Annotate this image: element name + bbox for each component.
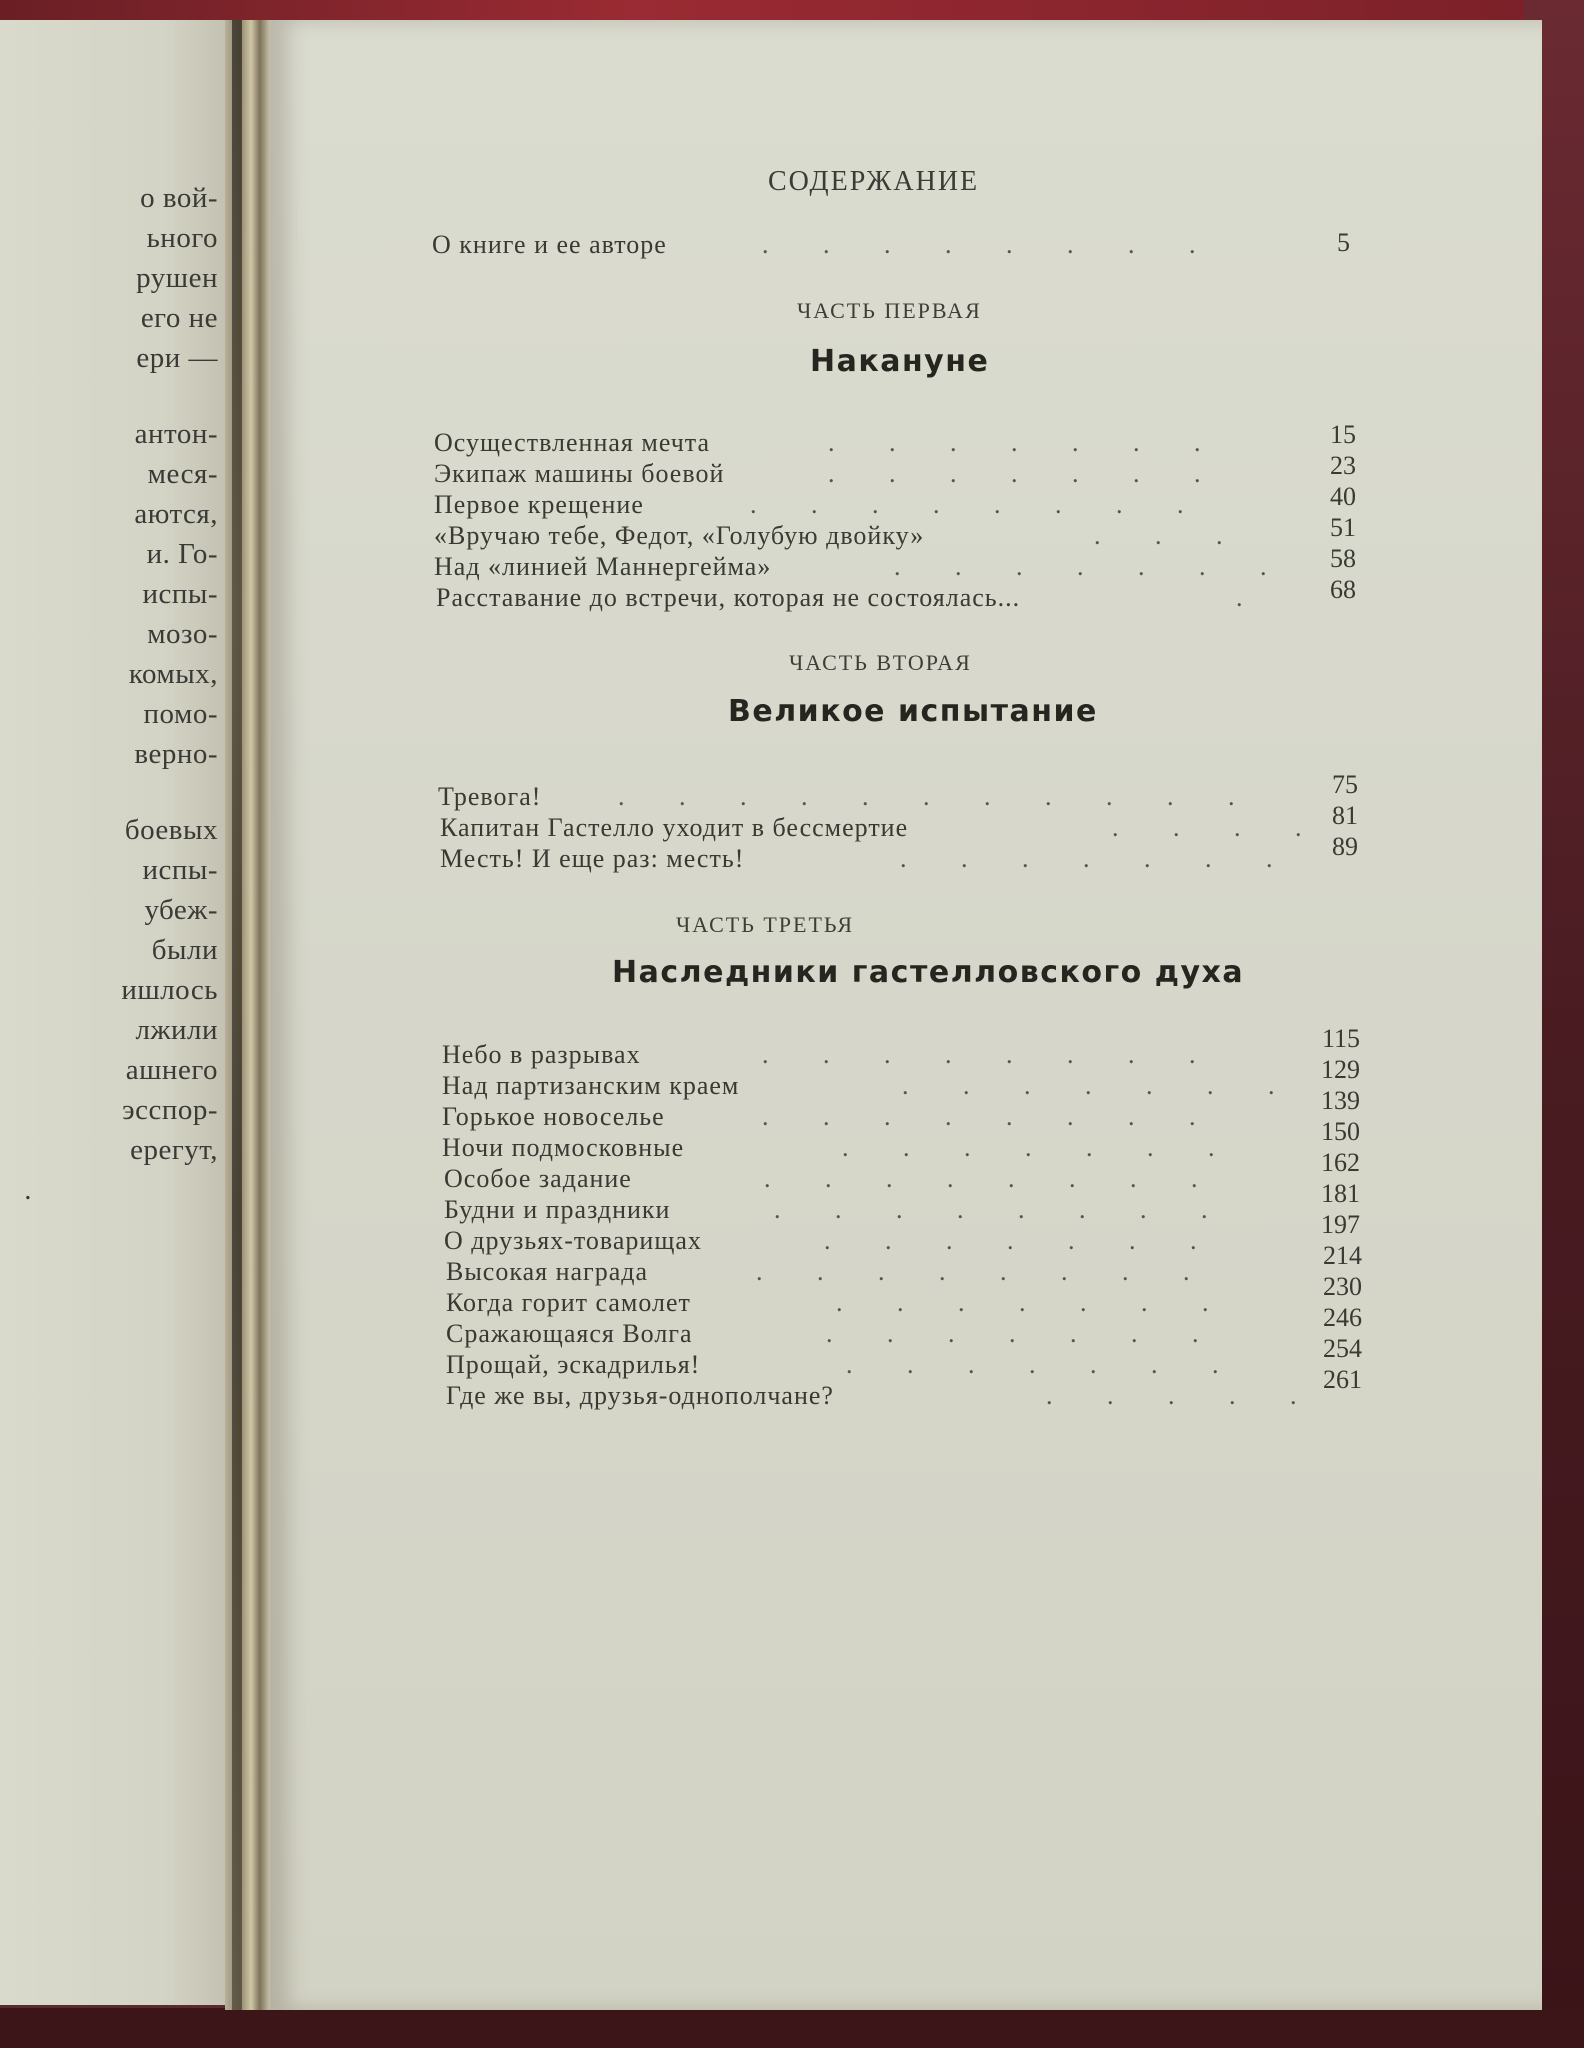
- dot-leader: . . . . . . . .: [774, 1195, 1232, 1224]
- toc-entry-page: 139: [1321, 1086, 1360, 1115]
- part-label: ЧАСТЬ ТРЕТЬЯ: [676, 912, 855, 937]
- toc-entry-title: Небо в разрывах: [442, 1040, 641, 1069]
- toc-entry: [440, 844, 1320, 876]
- toc-entry: [434, 459, 1314, 491]
- toc-entry-title: Расставание до встречи, которая не состоялась...: [436, 583, 1021, 612]
- toc-entry: [442, 1133, 1322, 1165]
- left-page-line: мозо-: [147, 618, 218, 650]
- toc-entry-page: 23: [1330, 451, 1356, 480]
- toc-entry-page: 129: [1321, 1055, 1360, 1084]
- toc-entry-page: 5: [1337, 228, 1350, 257]
- toc-entry-page: 246: [1323, 1303, 1362, 1332]
- dot-leader: . . . . . . . .: [762, 1040, 1220, 1069]
- toc-entry: [446, 1257, 1326, 1289]
- left-page-line: испы-: [142, 854, 218, 886]
- toc-entry-page: 261: [1323, 1365, 1362, 1394]
- toc-entry: [442, 1102, 1322, 1134]
- table-surface-bottom: [0, 2008, 1584, 2048]
- toc-entry-page: 181: [1321, 1179, 1360, 1208]
- toc-entry-page: 15: [1330, 420, 1356, 449]
- toc-entry-title: «Вручаю тебе, Федот, «Голубую двойку»: [434, 521, 925, 550]
- left-page-line: ашнего: [125, 1054, 218, 1086]
- toc-entry-title: Осуществленная мечта: [434, 428, 711, 457]
- dot-leader: . . . .: [1112, 813, 1326, 842]
- dot-leader: . . . . . . .: [836, 1288, 1233, 1317]
- toc-entry: [444, 1195, 1324, 1227]
- toc-entry-page: 115: [1321, 1024, 1360, 1053]
- toc-entry: [438, 782, 1318, 814]
- toc-entry-title: Где же вы, друзья-однополчане?: [446, 1381, 834, 1410]
- dot-leader: . . . . .: [1046, 1381, 1321, 1410]
- toc-entry-title: Высокая награда: [446, 1257, 649, 1286]
- toc-entry: [434, 552, 1314, 584]
- dot-leader: . . . . . . .: [828, 428, 1225, 457]
- left-page-line: и. Го-: [146, 538, 218, 570]
- left-page-line: меся-: [147, 458, 218, 490]
- left-page-line: рушен: [136, 262, 218, 294]
- toc-entry-title: Когда горит самолет: [446, 1288, 691, 1317]
- left-page-line: о вой-: [140, 182, 218, 214]
- toc-entry-page: 197: [1321, 1210, 1360, 1239]
- toc-entry-page: 162: [1321, 1148, 1360, 1177]
- toc-entry-title: Капитан Гастелло уходит в бессмертие: [440, 813, 909, 842]
- left-page-line: антон-: [134, 418, 218, 450]
- toc-entry-title: Горькое новоселье: [442, 1102, 665, 1131]
- toc-entry-intro: [432, 230, 1352, 262]
- toc-entry-title: Над «линией Маннергейма»: [434, 552, 772, 581]
- left-page-line: помо-: [143, 698, 218, 730]
- part-label: ЧАСТЬ ВТОРАЯ: [789, 650, 972, 675]
- toc-entry: [440, 813, 1326, 845]
- dot-leader: . . . . . . .: [826, 1319, 1223, 1348]
- part-title: Великое испытание: [728, 694, 1098, 729]
- part-title: Накануне: [810, 344, 990, 379]
- toc-entry: [434, 428, 1314, 460]
- toc-entry-title: Первое крещение: [434, 490, 644, 519]
- toc-entry-page: 58: [1330, 544, 1356, 573]
- dot-leader: . . . . . . . .: [756, 1257, 1214, 1286]
- dot-leader: . . . . . . .: [902, 1071, 1299, 1100]
- dot-leader: . . . . . . .: [828, 459, 1225, 488]
- toc-entry: [436, 583, 1316, 615]
- part-label: ЧАСТЬ ПЕРВАЯ: [797, 298, 982, 323]
- toc-entry-page: 51: [1330, 513, 1356, 542]
- toc-entry: [444, 1164, 1324, 1196]
- toc-entry-page: 230: [1323, 1272, 1362, 1301]
- toc-entry-title: Экипаж машины боевой: [434, 459, 725, 488]
- toc-entry: [446, 1319, 1326, 1351]
- toc-entry-page: 89: [1332, 832, 1358, 861]
- dot-leader: .: [1236, 583, 1267, 612]
- left-page-line: испы-: [142, 578, 218, 610]
- toc-entry: [434, 490, 1314, 522]
- dot-leader: . . . . . . .: [894, 552, 1291, 581]
- page-title: СОДЕРЖАНИЕ: [768, 166, 980, 197]
- toc-entry: [442, 1040, 1322, 1072]
- dot-leader: . . . . . . . .: [762, 1102, 1220, 1131]
- dot-leader: . . . . . . . .: [750, 490, 1208, 519]
- left-page-line: комых,: [128, 658, 218, 690]
- toc-entry-title: Месть! И еще раз: месть!: [440, 844, 745, 873]
- left-page: [0, 20, 232, 2005]
- toc-entry-title: Над партизанским краем: [442, 1071, 740, 1100]
- toc-entry: [446, 1381, 1326, 1413]
- dot-leader: . . . . . . . .: [762, 230, 1220, 259]
- toc-entry-page: 68: [1330, 575, 1356, 604]
- part-title: Наследники гастелловского духа: [612, 955, 1245, 990]
- left-page-line: верно-: [134, 738, 218, 770]
- dot-leader: . . . . . . .: [846, 1350, 1243, 1379]
- left-page-line: ерегут,: [130, 1134, 218, 1166]
- left-page-line: были: [151, 934, 218, 966]
- toc-entry-page: 214: [1323, 1241, 1362, 1270]
- toc-entry-page: 81: [1332, 801, 1358, 830]
- toc-entry-title: Особое задание: [444, 1164, 632, 1193]
- toc-entry-title: О книге и ее авторе: [432, 230, 667, 259]
- toc-entry: [444, 1226, 1324, 1258]
- toc-entry-page: 150: [1321, 1117, 1360, 1146]
- toc-entry-title: Прощай, эскадрилья!: [446, 1350, 701, 1379]
- toc-entry-page: 40: [1330, 482, 1356, 511]
- left-page-line: эсспор-: [122, 1094, 218, 1126]
- dot-leader: . . .: [1094, 521, 1247, 550]
- left-page-line: .: [24, 1174, 32, 1206]
- dot-leader: . . . . . . .: [842, 1133, 1239, 1162]
- book-spine-crease: [232, 20, 242, 2010]
- dot-leader: . . . . . . . . . . .: [618, 782, 1259, 811]
- toc-entry-page: 75: [1332, 770, 1358, 799]
- toc-entry-title: Тревога!: [438, 782, 542, 811]
- toc-entry-title: Ночи подмосковные: [442, 1133, 685, 1162]
- left-page-line: убеж-: [144, 894, 218, 926]
- dot-leader: . . . . . . . .: [764, 1164, 1222, 1193]
- toc-entry-page: 254: [1323, 1334, 1362, 1363]
- left-page-line: лжили: [135, 1014, 218, 1046]
- toc-entry-title: Будни и праздники: [444, 1195, 671, 1224]
- left-page-line: боевых: [124, 814, 218, 846]
- dot-leader: . . . . . . .: [824, 1226, 1221, 1255]
- toc-entry: [442, 1071, 1322, 1103]
- left-page-line: его не: [140, 302, 218, 334]
- dot-leader: . . . . . . .: [900, 844, 1297, 873]
- toc-entry-title: О друзьях-товарищах: [444, 1226, 702, 1255]
- toc-entry: [446, 1288, 1326, 1320]
- toc-entry-title: Сражающаяся Волга: [446, 1319, 693, 1348]
- toc-entry: [434, 521, 1314, 553]
- left-page-line: ери —: [136, 342, 218, 374]
- left-page-line: аются,: [134, 498, 218, 530]
- left-page-line: ьного: [146, 222, 218, 254]
- toc-entry: [446, 1350, 1326, 1382]
- left-page-line: ишлось: [121, 974, 218, 1006]
